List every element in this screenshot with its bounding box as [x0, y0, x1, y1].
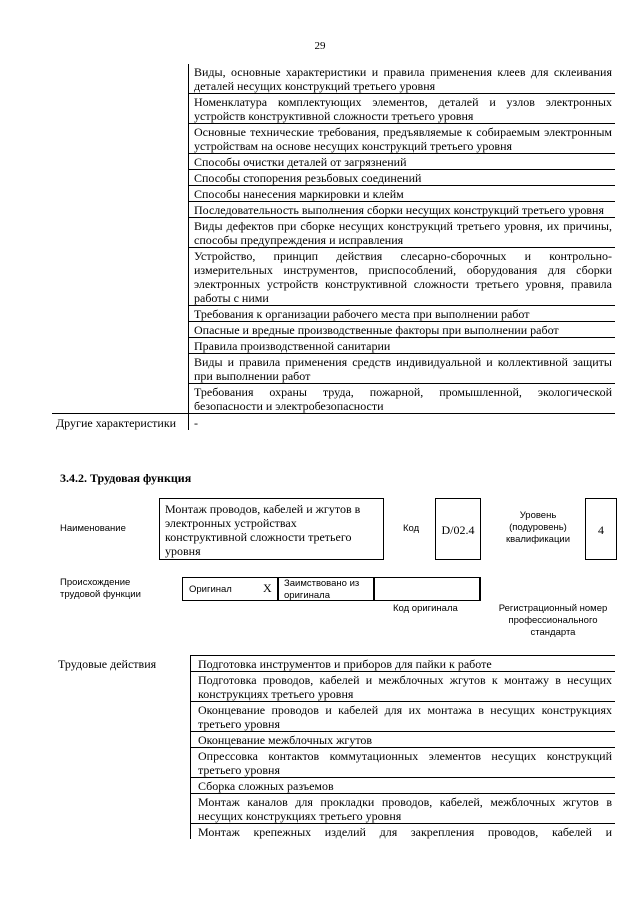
knowledge-item: Опасные и вредные производственные факторы при выполнении работ	[189, 322, 616, 338]
action-item: Монтаж каналов для прокладки проводов, кабелей, межблочных жгутов в несущих конструкциях третьего уровня	[191, 794, 616, 824]
page-number: 29	[314, 40, 326, 52]
original-mark: X	[263, 581, 272, 595]
knowledge-item: Требования охраны труда, пожарной, промышленной, экологической безопасности и электробезопасности	[189, 384, 616, 414]
action-row	[52, 656, 615, 672]
actions-label: Трудовые действия	[52, 656, 191, 840]
original-label: Оригинал	[189, 584, 232, 595]
knowledge-item: Номенклатура комплектующих элементов, деталей и узлов электронных устройств конструктивной сложности третьего уровня	[189, 94, 616, 124]
knowledge-item: Способы очистки деталей от загрязнений	[189, 154, 616, 170]
knowledge-item: Способы стопорения резьбовых соединений	[189, 170, 616, 186]
borrowed-box	[278, 577, 374, 601]
action-item: Подготовка проводов, кабелей и межблочных жгутов к монтажу в несущих конструкциях третьего уровня	[191, 672, 616, 702]
action-item: Оконцевание межблочных жгутов	[191, 732, 616, 748]
knowledge-item: Устройство, принцип действия слесарно-сборочных и контрольно-измерительных инструментов, приспособлений, оборудования для сборки электронных устройств конструктивной сложности третьего уровня, правила работы с ними	[189, 248, 616, 306]
actions-table	[52, 655, 615, 839]
reg-number-label: Регистрационный номер профессионального стандарта	[498, 603, 608, 638]
code-label: Код	[403, 523, 420, 534]
original-box	[182, 577, 278, 601]
section-title: 3.4.2. Трудовая функция	[60, 471, 192, 485]
borrowed-label: Заимствовано из оригинала	[284, 578, 360, 601]
knowledge-item: Виды, основные характеристики и правила применения клеев для склеивания деталей несущих конструкций третьего уровня	[189, 64, 616, 94]
other-characteristics-value: -	[194, 416, 198, 430]
knowledge-row	[52, 64, 615, 94]
knowledge-left-cell	[52, 64, 189, 414]
action-item: Оконцевание проводов и кабелей для их монтажа в несущих конструкциях третьего уровня	[191, 702, 616, 732]
action-item: Монтаж крепежных изделий для закрепления проводов, кабелей и	[191, 824, 616, 840]
action-item: Сборка сложных разъемов	[191, 778, 616, 794]
reg-number-box	[480, 577, 617, 601]
level-label: Уровень (подуровень) квалификации	[505, 510, 571, 545]
knowledge-table	[52, 64, 615, 430]
origin-code-label: Код оригинала	[393, 603, 458, 614]
origin-code-box	[374, 577, 480, 601]
name-label: Наименование	[60, 523, 126, 534]
other-characteristics-row	[52, 414, 615, 431]
function-code: D/02.4	[435, 498, 481, 560]
knowledge-item: Правила производственной санитарии	[189, 338, 616, 354]
qualification-level: 4	[585, 498, 617, 560]
function-name: Монтаж проводов, кабелей и жгутов в электронных устройствах конструктивной сложности третьего уровня	[159, 498, 384, 560]
action-item: Подготовка инструментов и приборов для пайки к работе	[191, 656, 616, 672]
knowledge-item: Виды дефектов при сборке несущих конструкций третьего уровня, их причины, способы предупреждения и исправления	[189, 218, 616, 248]
origin-label: Происхождение трудовой функции	[60, 577, 141, 600]
knowledge-item: Способы нанесения маркировки и клейм	[189, 186, 616, 202]
action-item: Опрессовка контактов коммутационных элементов несущих конструкций третьего уровня	[191, 748, 616, 778]
knowledge-item: Требования к организации рабочего места при выполнении работ	[189, 306, 616, 322]
knowledge-item: Последовательность выполнения сборки несущих конструкций третьего уровня	[189, 202, 616, 218]
knowledge-item: Основные технические требования, предъявляемые к собираемым электронным устройствам на основе несущих конструкций третьего уровня	[189, 124, 616, 154]
knowledge-item: Виды и правила применения средств индивидуальной и коллективной защиты при выполнении работ	[189, 354, 616, 384]
other-characteristics-label: Другие характеристики	[52, 414, 189, 431]
